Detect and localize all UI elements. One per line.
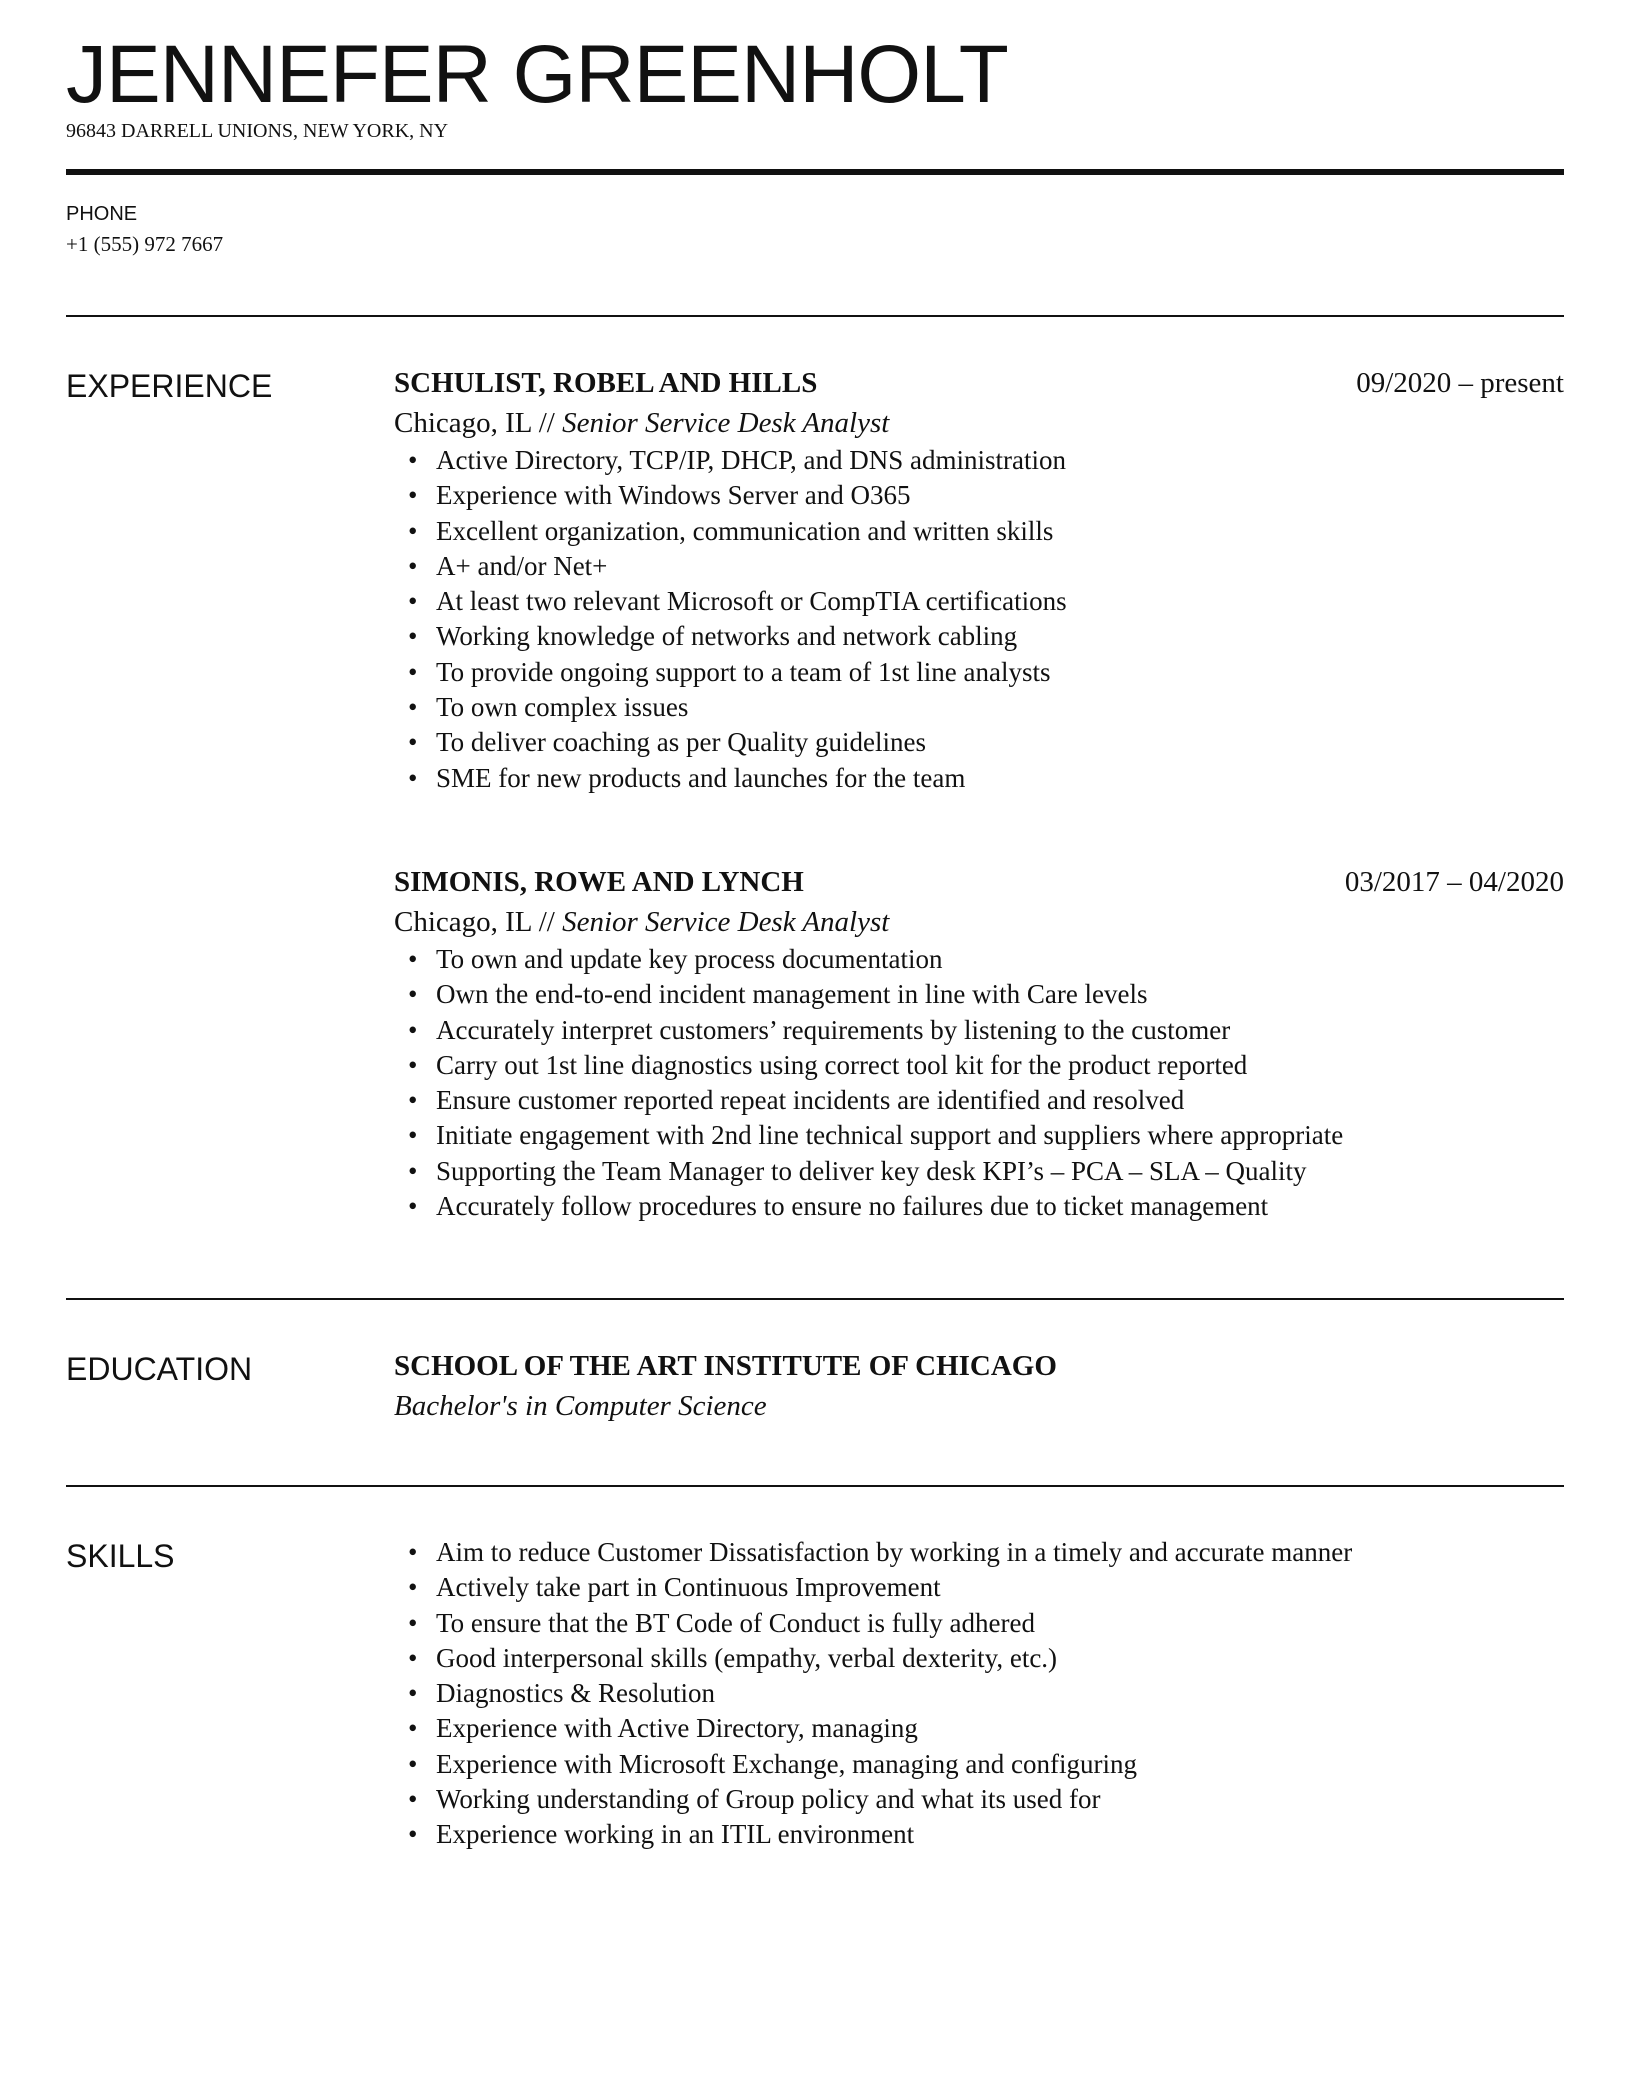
job-bullet: • Ensure customer reported repeat incidents are identified and resolved (394, 1083, 1564, 1118)
skills-heading: SKILLS (66, 1538, 175, 1574)
job-location: Chicago, IL (394, 407, 532, 439)
job-entry (394, 862, 1564, 1224)
job-bullets (394, 443, 1564, 796)
job-bullet: • Initiate engagement with 2nd line technical support and suppliers where appropriate (394, 1118, 1564, 1153)
school-name: SCHOOL OF THE ART INSTITUTE OF CHICAGO (394, 1350, 1057, 1382)
skill-item: • Diagnostics & Resolution (394, 1676, 1564, 1711)
section-divider (66, 1298, 1564, 1300)
experience-heading: EXPERIENCE (66, 368, 273, 404)
header-divider (66, 169, 1564, 175)
education-heading: EDUCATION (66, 1351, 253, 1387)
job-bullet: • Experience with Windows Server and O365 (394, 478, 1564, 513)
phone-number: +1 (555) 972 7667 (66, 232, 224, 256)
job-location: Chicago, IL (394, 906, 532, 938)
skill-item: • Experience with Active Directory, managing (394, 1711, 1564, 1746)
skill-item: • Experience working in an ITIL environment (394, 1817, 1564, 1852)
job-subline (394, 902, 1564, 942)
job-bullet: • To own complex issues (394, 690, 1564, 725)
skill-item: • Experience with Microsoft Exchange, managing and configuring (394, 1747, 1564, 1782)
job-bullet: • At least two relevant Microsoft or CompTIA certifications (394, 584, 1564, 619)
section-divider (66, 1485, 1564, 1487)
education-entry (394, 1346, 1564, 1426)
job-bullet: • A+ and/or Net+ (394, 549, 1564, 584)
job-bullet: • SME for new products and launches for the team (394, 761, 1564, 796)
phone-label: PHONE (66, 203, 138, 225)
degree (394, 1386, 1564, 1426)
job-separator: // (538, 906, 555, 938)
skill-item: • Actively take part in Continuous Improvement (394, 1570, 1564, 1605)
job-bullet: • Accurately follow procedures to ensure no failures due to ticket management (394, 1189, 1564, 1224)
skill-item: • Working understanding of Group policy and what its used for (394, 1782, 1564, 1817)
address: 96843 DARRELL UNIONS, NEW YORK, NY (66, 120, 449, 142)
section-divider (66, 315, 1564, 317)
skill-item: • Aim to reduce Customer Dissatisfaction by working in a timely and accurate manner (394, 1535, 1564, 1570)
job-separator: // (538, 407, 555, 439)
job-role: Senior Service Desk Analyst (562, 407, 890, 439)
degree-text: Bachelor's in Computer Science (394, 1390, 767, 1422)
candidate-name: JENNEFER GREENHOLT (66, 29, 1008, 120)
job-bullet: • To provide ongoing support to a team of 1st line analysts (394, 655, 1564, 690)
job-bullet: • Supporting the Team Manager to deliver key desk KPI’s – PCA – SLA – Quality (394, 1154, 1564, 1189)
job-subline (394, 403, 1564, 443)
job-entry (394, 363, 1564, 796)
job-bullet: • Excellent organization, communication and written skills (394, 514, 1564, 549)
skill-item: • To ensure that the BT Code of Conduct is fully adhered (394, 1606, 1564, 1641)
job-bullet: • Accurately interpret customers’ requirements by listening to the customer (394, 1013, 1564, 1048)
job-bullet: • Own the end-to-end incident management in line with Care levels (394, 977, 1564, 1012)
job-company: SCHULIST, ROBEL AND HILLS (394, 367, 818, 399)
job-bullet: • Carry out 1st line diagnostics using correct tool kit for the product reported (394, 1048, 1564, 1083)
skill-bullets (394, 1535, 1564, 1853)
job-role: Senior Service Desk Analyst (562, 906, 890, 938)
skill-item: • Good interpersonal skills (empathy, verbal dexterity, etc.) (394, 1641, 1564, 1676)
skills-list (394, 1535, 1564, 1853)
job-bullet: • To own and update key process documentation (394, 942, 1564, 977)
job-bullets (394, 942, 1564, 1224)
job-dates: 03/2017 – 04/2020 (1344, 866, 1564, 898)
job-bullet: • Working knowledge of networks and network cabling (394, 619, 1564, 654)
job-company: SIMONIS, ROWE AND LYNCH (394, 866, 804, 898)
job-bullet: • Active Directory, TCP/IP, DHCP, and DNS administration (394, 443, 1564, 478)
job-dates: 09/2020 – present (1356, 367, 1564, 399)
job-bullet: • To deliver coaching as per Quality guidelines (394, 725, 1564, 760)
